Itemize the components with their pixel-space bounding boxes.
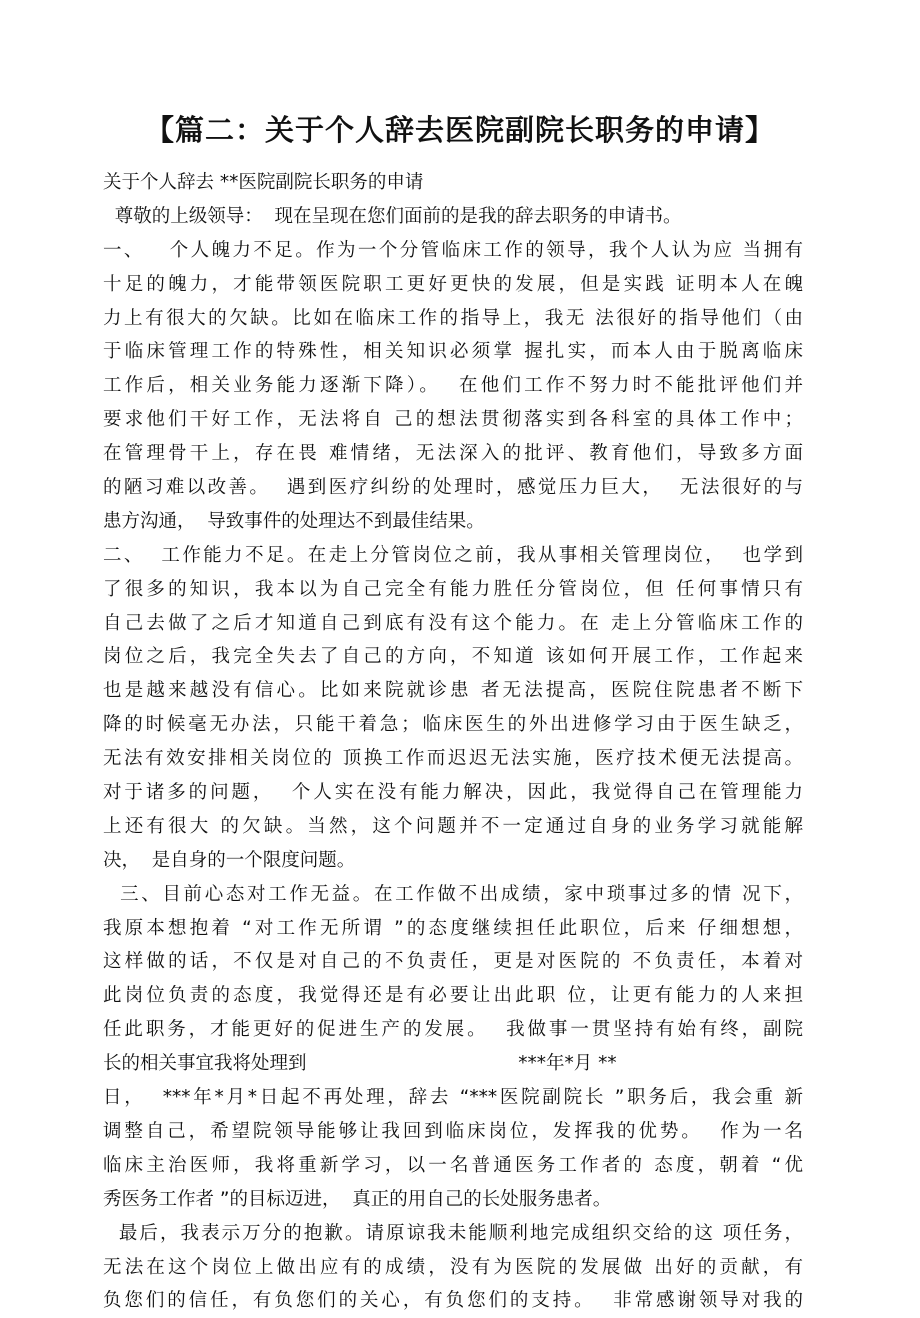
body-line: 岗位之后，我完全失去了自己的方向，不知道 该如何开展工作，工作起来 [103, 646, 803, 668]
body-line: 尊敬的上级领导： 现在呈现在您们面前的是我的辞去职务的申请书。 [103, 205, 682, 227]
body-line: 关于个人辞去 **医院副院长职务的申请 [103, 172, 424, 193]
body-line: 长的相关事宜我将处理到 ***年*月 ** [103, 1053, 617, 1075]
document-body [103, 166, 803, 1318]
body-line: 要求他们干好工作，无法将自 己的想法贯彻落实到各科室的具体工作中； [103, 409, 803, 431]
body-line: 任此职务，才能更好的促进生产的发展。 我做事一贯坚持有始有终，副院 [103, 1019, 803, 1041]
body-line: 我原本想抱着 “对工作无所谓 ”的态度继续担任此职位，后来 仔细想想， [103, 917, 803, 939]
body-line: 于临床管理工作的特殊性，相关知识必须掌 握扎实，而本人由于脱离临床 [103, 341, 803, 363]
document-title: 【篇二：关于个人辞去医院副院长职务的申请】 [144, 113, 775, 147]
body-line: 患方沟通， 导致事件的处理达不到最佳结果。 [103, 510, 485, 532]
body-line: 的陋习难以改善。 遇到医疗纠纷的处理时，感觉压力巨大， 无法很好的与 [103, 477, 803, 499]
body-line: 无法在这个岗位上做出应有的成绩，没有为医院的发展做 出好的贡献，有 [103, 1256, 803, 1278]
body-line: 三、目前心态对工作无益。在工作做不出成绩，家中琐事过多的情 况下， [103, 883, 803, 905]
body-line: 自己去做了之后才知道自己到底有没有这个能力。在 走上分管临床工作的 [103, 612, 803, 634]
body-line: 日， ***年*月*日起不再处理，辞去 “***医院副院长 ”职务后，我会重 新 [103, 1087, 803, 1109]
body-line: 无法有效安排相关岗位的 顶换工作而迟迟无法实施，医疗技术便无法提高。 [103, 748, 803, 770]
body-line: 秀医务工作者 ”的目标迈进， 真正的用自己的长处服务患者。 [103, 1188, 612, 1210]
body-line: 这样做的话，不仅是对自己的不负责任，更是对医院的 不负责任，本着对 [103, 951, 803, 973]
body-line: 十足的魄力，才能带领医院职工更好更快的发展，但是实践 证明本人在魄 [103, 273, 803, 295]
body-line: 工作后，相关业务能力逐渐下降）。 在他们工作不努力时不能批评他们并 [103, 375, 803, 397]
body-line: 二、 工作能力不足。在走上分管岗位之前，我从事相关管理岗位， 也学到 [103, 544, 803, 566]
body-line: 力上有很大的欠缺。比如在临床工作的指导上，我无 法很好的指导他们（由 [103, 307, 803, 329]
body-line: 一、 个人魄力不足。作为一个分管临床工作的领导，我个人认为应 当拥有 [103, 239, 803, 261]
body-line: 负您们的信任，有负您们的关心，有负您们的支持。 非常感谢领导对我的 [103, 1290, 803, 1312]
body-line: 决， 是自身的一个限度问题。 [103, 849, 356, 871]
body-line: 降的时候毫无办法，只能干着急；临床医生的外出进修学习由于医生缺乏， [103, 714, 803, 736]
body-line: 上还有很大 的欠缺。当然，这个问题并不一定通过自身的业务学习就能解 [103, 815, 803, 837]
body-line: 在管理骨干上，存在畏 难情绪，无法深入的批评、教育他们，导致多方面 [103, 443, 803, 465]
body-line: 了很多的知识，我本以为自己完全有能力胜任分管岗位，但 任何事情只有 [103, 578, 803, 600]
body-line: 对于诸多的问题， 个人实在没有能力解决，因此，我觉得自己在管理能力 [103, 782, 803, 804]
body-line: 临床主治医师，我将重新学习，以一名普通医务工作者的 态度，朝着 “优 [103, 1154, 803, 1176]
body-line: 调整自己，希望院领导能够让我回到临床岗位，发挥我的优势。 作为一名 [103, 1120, 803, 1142]
body-line: 最后，我表示万分的抱歉。请原谅我未能顺利地完成组织交给的这 项任务， [103, 1222, 803, 1244]
body-line: 此岗位负责的态度，我觉得还是有必要让出此职 位，让更有能力的人来担 [103, 985, 803, 1007]
body-line: 也是越来越没有信心。比如来院就诊患 者无法提高，医院住院患者不断下 [103, 680, 803, 702]
